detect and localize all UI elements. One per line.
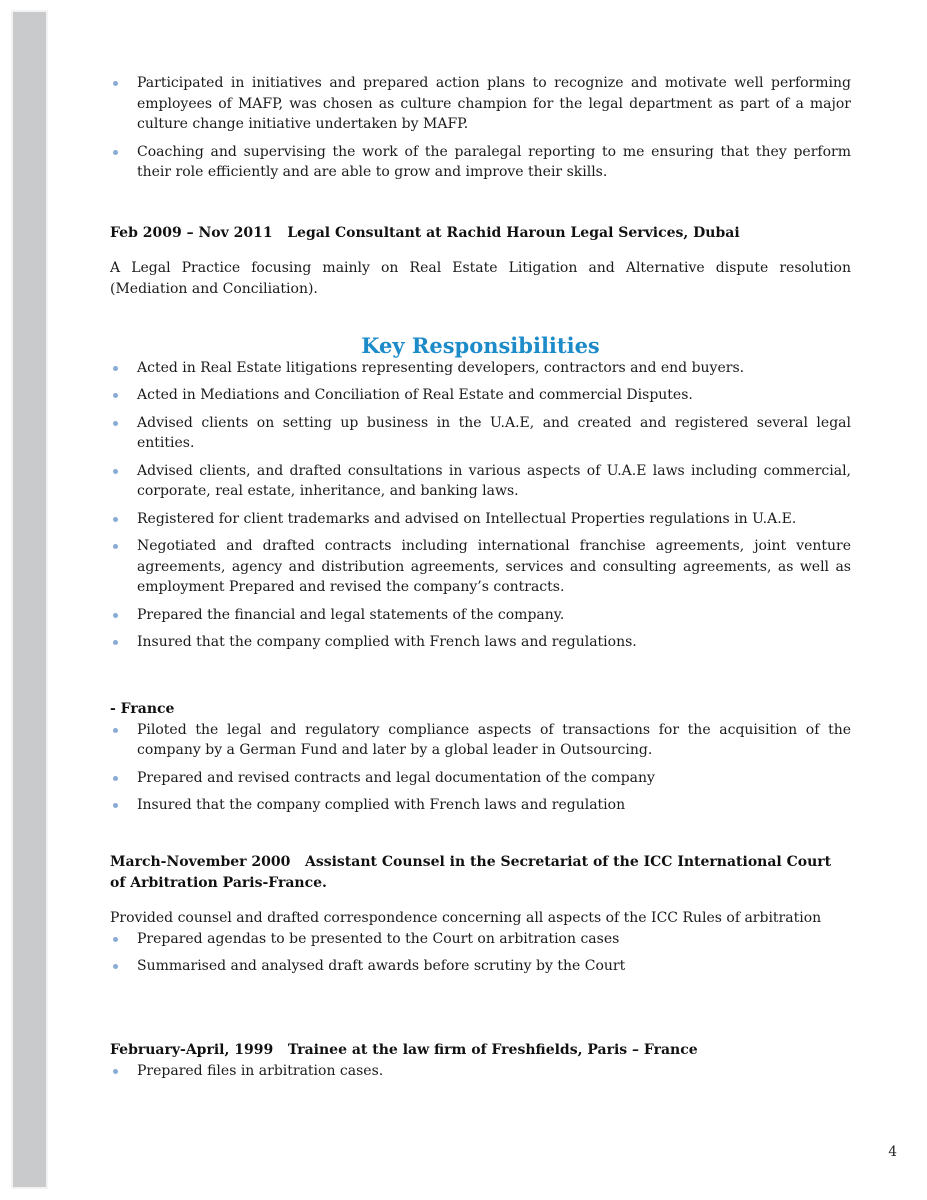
list-item [110, 73, 851, 135]
list-item [110, 956, 851, 977]
list-item [110, 1061, 851, 1082]
list-item [110, 536, 851, 598]
list-item [110, 929, 851, 950]
bullet-icon [113, 728, 118, 733]
bullet-text: Coaching and supervising the work of the paralegal reporting to me ensuring that they perform their role efficiently and are able to grow and improve their skills. [137, 143, 851, 180]
bullet-text: Prepared agendas to be presented to the Court on arbitration cases [137, 930, 620, 947]
list-item [110, 142, 851, 183]
bullet-icon [113, 803, 118, 808]
mafp-bullet-list [110, 73, 851, 183]
list-item [110, 413, 851, 454]
bullet-icon [113, 937, 118, 942]
job-intro-rachid: A Legal Practice focusing mainly on Real Estate Litigation and Alternative dispute resolution (Mediation and Conciliation). [110, 259, 851, 297]
bullet-text: Acted in Real Estate litigations representing developers, contractors and end buyers. [137, 359, 745, 376]
bullet-icon [113, 1069, 118, 1074]
bullet-icon [113, 393, 118, 398]
job-heading-freshfields: February-April, 1999 Trainee at the law firm of Freshfields, Paris – France [110, 1041, 698, 1058]
list-item [110, 461, 851, 502]
bullet-text: Participated in initiatives and prepared action plans to recognize and motivate well performing employees of MAFP, was chosen as culture champion for the legal department as part of a major culture change initiative undertaken by MAFP. [137, 75, 851, 132]
bullet-text: Advised clients, and drafted consultations in various aspects of U.A.E laws including commercial, corporate, real estate, inheritance, and banking laws. [137, 462, 851, 499]
bullet-text: Prepared the financial and legal statements of the company. [137, 606, 565, 623]
france-bullet-list [110, 720, 851, 816]
list-item [110, 632, 851, 653]
bullet-text: Summarised and analysed draft awards before scrutiny by the Court [137, 958, 626, 974]
bullet-text: Registered for client trademarks and advised on Intellectual Properties regulations in U.A.E. [137, 510, 797, 527]
bullet-icon [113, 421, 118, 426]
list-item [110, 720, 851, 761]
job-intro-icc: Provided counsel and drafted correspondence concerning all aspects of the ICC Rules of arbitration [110, 909, 822, 926]
bullet-text: Advised clients on setting up business in the U.A.E, and created and registered several legal entities. [137, 414, 851, 451]
icc-bullet-list [110, 929, 851, 977]
bullet-text: Acted in Mediations and Conciliation of Real Estate and commercial Disputes. [137, 387, 693, 403]
bullet-text: Piloted the legal and regulatory compliance aspects of transactions for the acquisition of the company by a German Fund and later by a global leader in Outsourcing. [137, 721, 851, 758]
bullet-icon [113, 469, 118, 474]
bullet-text: Negotiated and drafted contracts including international franchise agreements, joint venture agreements, agency and distribution agreements, services and consulting agreements, as well as employment Prepared and revised the company’s contracts. [137, 538, 851, 595]
subheading-france: - France [110, 700, 175, 717]
freshfields-bullet-list [110, 1061, 851, 1082]
rachid-bullet-list [110, 358, 851, 653]
page-number: 4 [888, 1144, 897, 1160]
list-item [110, 605, 851, 626]
bullet-icon [113, 81, 118, 86]
job-heading-rachid: Feb 2009 – Nov 2011 Legal Consultant at Rachid Haroun Legal Services, Dubai [110, 224, 740, 241]
list-item [110, 509, 851, 530]
bullet-icon [113, 613, 118, 618]
bullet-icon [113, 544, 118, 549]
bullet-text: Prepared and revised contracts and legal documentation of the company [137, 769, 655, 786]
key-responsibilities-title: Key Responsibilities [361, 332, 600, 358]
bullet-text: Insured that the company complied with French laws and regulations. [137, 634, 637, 650]
list-item [110, 358, 851, 379]
list-item [110, 768, 851, 789]
bullet-icon [113, 517, 118, 522]
bullet-icon [113, 150, 118, 155]
job-heading-icc: March-November 2000 Assistant Counsel in the Secretariat of the ICC International Court of Arbitration Paris-France. [110, 853, 836, 891]
bullet-icon [113, 366, 118, 371]
bullet-icon [113, 776, 118, 781]
bullet-icon [113, 964, 118, 969]
bullet-text: Insured that the company complied with French laws and regulation [137, 797, 626, 813]
left-margin-bar [13, 12, 46, 1187]
list-item [110, 385, 851, 406]
bullet-text: Prepared files in arbitration cases. [137, 1062, 384, 1079]
list-item [110, 795, 851, 816]
document-content [110, 73, 851, 1088]
bullet-icon [113, 640, 118, 645]
